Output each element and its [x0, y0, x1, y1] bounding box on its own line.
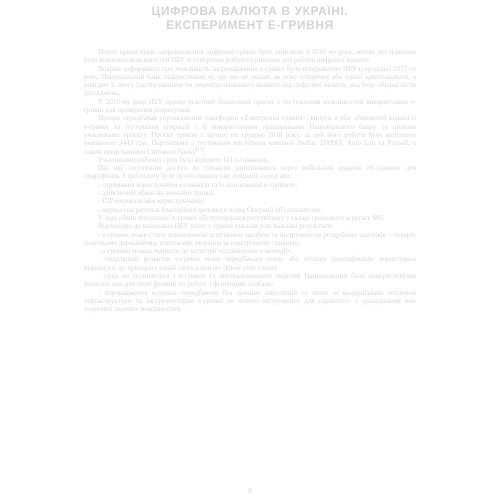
paragraph: Відповідно до висновків НБУ, пілот е-гривні показав усю важливі результати: [98, 222, 334, 231]
footnote-reference: [19] [195, 147, 205, 153]
list-item: - P2P-перекази між користувачами; [98, 197, 205, 206]
paragraph: Вперше інформацію про можливість запровадження е-гривні було повідомлено НБУ (середина) 2017-го року. Національний банк підкреслював те, що він не сказав, як нову історичну або однієї криптовалюти, а швидше її змогу (застосуванням чи децентралізованих) являють від цифрової валюти, яка буде обрана після досліджень. [84, 64, 416, 98]
paragraph-text: Процес передбачав упровадження платформи «Електронна гривня», випуск в обіг обмеженої кількості е-гривні та тестування операцій з її використанням працівниками Національного банку та іншими учасниками проєкту. Проєкт тривав з лютого по грудень 2018 року, за цей його роботи було випущено еквівалент 3443 грн. Партнерами з тестування виступили компанії Stellar, DAPAY, Auto Lab та Paysell, а також представники Світового банку [84, 114, 416, 156]
list-item: - подальший розвиток е-гривні може передбачати появу або чіткішу ідентифікацію користувача відповідно до принципу «знай свого клієнта» (know your client); [84, 255, 416, 272]
paragraph: У ході обмін випущеної е-гривні обслуговувався регуляторну у складі грошового агрегату М0. [98, 213, 385, 222]
paragraph: У 2018-му році НБУ провів пілотний бізнесовий проєкт з тестуванням можливостей використання е-гривні для проведення розрахунків. [84, 97, 416, 115]
list-item: - переказ на рахунок благодійної допомоги всіма Операції об'єднання них. [98, 205, 323, 214]
page-title [84, 4, 416, 32]
title-line-1: ЦИФРОВА ВАЛЮТА В УКРАЇНІ. [151, 4, 349, 18]
paragraph: Процес передбачав упровадження платформи «Електронна гривня», випуск в обіг обмеженої кількості е-гривні та тестування операцій з її використанням працівниками Національного банку та іншими учасниками проєкту. Проєкт тривав з лютого по грудень 2018 року, за цей його роботи було випущено еквівалент 3443 грн. Партнерами з тестування виступили компанії Stellar, DAPAY, Auto Lab та Paysell, а також представники Світового банку[19]. [84, 114, 416, 156]
document-body [84, 48, 416, 314]
list-item: - уряд не зупиняється і е-гривня та централізованого моделей Національний банк використовував технічно має для своєї функції по роботі з фізичними особами; [84, 272, 416, 289]
title-line-2: ЕКСПЕРИМЕНТ Е-ГРИВНЯ [166, 18, 334, 32]
paragraph: Учасниками робочих груп було відкрито 121 е-гаманець. [98, 155, 271, 164]
list-item: - отримання користувачем е-гаманця та їх поповнення е-гривнею; [98, 180, 298, 189]
list-item: - е-гривню можна віднести до категорії «підвищення взаємодії»; [98, 247, 294, 256]
list-item: - здійснений обмін на звичайні гривні; [98, 189, 215, 198]
paragraph: Ще має тестування доступ до гаманців здійснювався через мобільний додаток «Е-гривня» для смартфонів. З цієї пілоту було протестовано такі операції, серед них: [84, 164, 416, 181]
page-number: 8 [248, 487, 252, 495]
document-page [84, 4, 416, 314]
paragraph: Перші кроки щодо запровадження цифрової гривні було здійснено в 2016 му році, метою дослідження було вивчення можливостей НБУ зі створення робочого рішення для роботи цифрової валюти. [84, 48, 416, 65]
list-item: - впровадження е-гривні передбачене без значних інвестицій та лише за модернізацію технічної інфраструктури та інструментарію е-гривні як нового інструменту для сервісного з урахуванням вже існуючих значних можливостей. [84, 288, 416, 314]
list-item: - е-гривня може стати повноцінною платіжною засобом та інструментом роздрібних платежів – товари, платежами державними, платежами зверхнім за електронною гривнею; [84, 230, 416, 247]
